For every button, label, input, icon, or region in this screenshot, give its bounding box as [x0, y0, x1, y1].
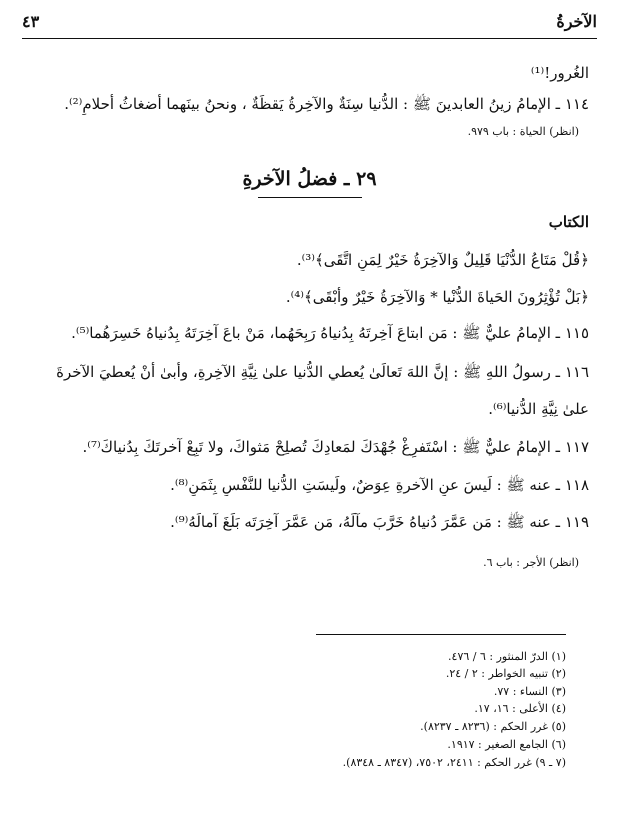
- hadith-114: ١١٤ ـ الإمامُ زينُ العابدينَ ﷺ : الدُّنيا سِنَةٌ والآخِرةُ يَقظَةٌ ، ونحنُ بينَهما أضغاثُ أحلامٍ⁽²⁾.: [64, 95, 589, 113]
- hadith-118: ١١٨ ـ عنه ﷺ : لَيسَ عنِ الآخرةِ عِوَضٌ، ولَيسَتِ الدُّنيا للنَّفْسِ بِثَمَنٍ⁽⁸⁾.: [170, 476, 589, 494]
- hadith-119: ١١٩ ـ عنه ﷺ : مَن عَمَّرَ دُنياهُ خَرَّبَ مآلَهُ، مَن عَمَّرَ آخِرَتَه بَلَغَ آمالَهُ⁽⁹⁾.: [170, 513, 589, 531]
- footnote: (١) الدرّ المنثور : ٦ / ٤٧٦.: [448, 650, 566, 663]
- header-divider: [22, 38, 597, 39]
- section-title-underline: [258, 197, 362, 198]
- page-header: [22, 12, 597, 38]
- page-number: ٤٣: [22, 12, 40, 31]
- hadith-116-line-1: ١١٦ ـ رسولُ اللهِ ﷺ : إنَّ اللهَ تَعالَىٰ يُعطي الدُّنيا علىٰ نِيَّةِ الآخِرةِ، وأبىٰ أنْ يُعطيَ الآخرةَ: [56, 363, 589, 381]
- cross-reference: (انظر) الأجر : باب ٦.: [483, 556, 579, 569]
- hadith-116-line-2: علىٰ نِيَّةِ الدُّنيا⁽⁶⁾.: [488, 400, 589, 418]
- text-line-continuation: الغُرور!⁽¹⁾: [530, 64, 589, 82]
- footnote: (٤) الأعلى : ١٦، ١٧.: [474, 702, 566, 715]
- footnote: (٣) النساء : ٧٧.: [493, 685, 566, 698]
- running-title: الآخرةُ: [556, 12, 597, 31]
- footnote-divider: [316, 634, 566, 635]
- hadith-115: ١١٥ ـ الإمامُ عليٌّ ﷺ : مَن ابتاعَ آخِرتَهُ بِدُنياهُ رَبِحَهُما، مَنْ باعَ آخِرَتَهُ بِدُنياهُ خَسِرَهُما⁽⁵⁾.: [71, 324, 589, 342]
- hadith-117: ١١٧ ـ الإمامُ عليٌّ ﷺ : اسْتَفرِغْ جُهْدَكَ لمَعادِكَ تُصلِحْ مَثواكَ، ولا تَبِعْ آخرتَكَ بِدُنياكَ⁽⁷⁾.: [82, 438, 589, 456]
- footnote: (٢) تنبيه الخواطر : ٢ / ٢٤.: [445, 667, 566, 680]
- section-title: ٢٩ ـ فضلُ الآخرةِ: [242, 168, 377, 190]
- cross-reference: (انظر) الحياة : باب ٩٧٩.: [467, 125, 579, 138]
- book-label: الكتاب: [548, 213, 589, 231]
- quran-verse-2: ﴿بَلْ تُؤْثِرُونَ الحَياةَ الدُّنْيا * وَالآخِرَةُ خَيْرٌ وأبْقَى﴾⁽⁴⁾.: [285, 288, 589, 306]
- footnote: (٧ ـ ٩) غرر الحكم : ٢٤١١، ٧٥٠٢، (٨٣٤٧ ـ ٨٣٤٨).: [342, 756, 566, 769]
- footnote: (٥) غرر الحكم : (٨٢٣٦ ـ ٨٢٣٧).: [420, 720, 566, 733]
- quran-verse-1: ﴿قُلْ مَتَاعُ الدُّنْيَا قَلِيلٌ وَالآخِرَةُ خَيْرٌ لِمَنِ اتَّقَى﴾⁽³⁾.: [296, 251, 589, 269]
- footnote: (٦) الجامع الصغير : ١٩١٧.: [447, 738, 566, 751]
